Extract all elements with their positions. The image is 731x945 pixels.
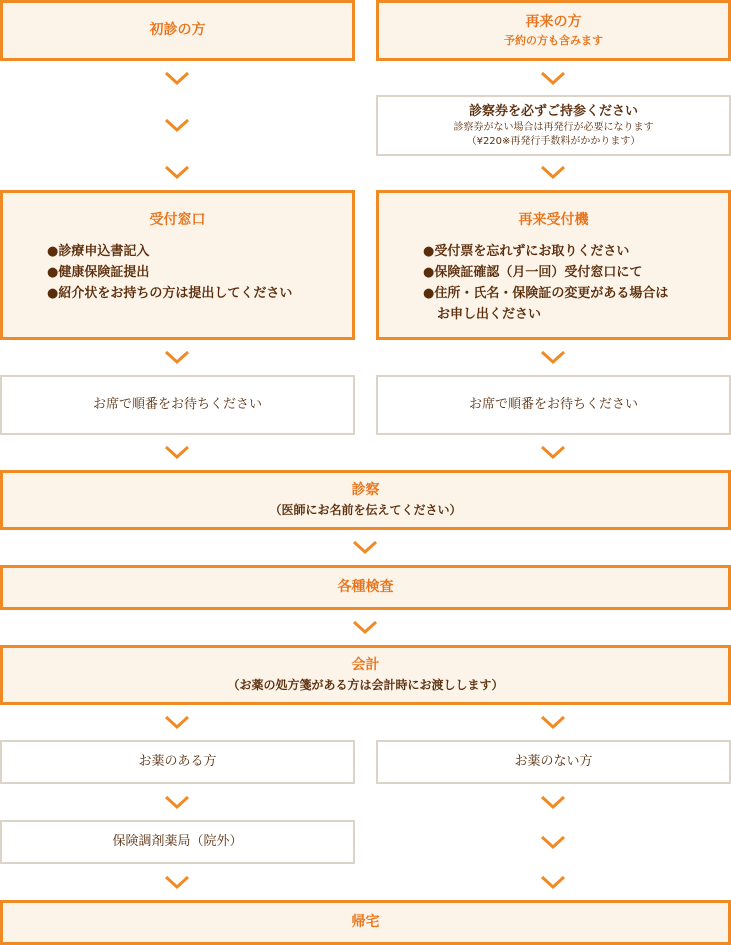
reception-title: 受付窓口 xyxy=(149,212,206,228)
card-notice-line1: 診察券がない場合は再発行が必要になります xyxy=(453,122,654,134)
return-visit-subtitle: 予約の方も含みます xyxy=(504,33,603,47)
reception-box xyxy=(0,190,355,340)
chevron-down-icon xyxy=(540,715,566,729)
wait-left-label: お席で順番をお待ちください xyxy=(92,396,262,412)
tests-title: 各種検査 xyxy=(337,578,394,595)
reception-list xyxy=(47,241,292,304)
payment-title: 会計 xyxy=(351,657,380,674)
chevron-down-icon xyxy=(352,540,378,554)
with-medicine-box xyxy=(0,740,355,784)
card-notice-title: 診察券を必ずご持参ください xyxy=(468,103,638,119)
chevron-down-icon xyxy=(164,165,190,179)
payment-box xyxy=(0,645,731,705)
chevron-down-icon xyxy=(164,71,190,85)
chevron-down-icon xyxy=(540,165,566,179)
return-visit-box xyxy=(376,0,731,61)
no-medicine-box xyxy=(376,740,731,784)
first-visit-box xyxy=(0,0,355,61)
payment-subtitle: （お薬の処方箋がある方は会計時にお渡しします） xyxy=(227,677,504,692)
chevron-down-icon xyxy=(164,875,190,889)
chevron-down-icon xyxy=(352,620,378,634)
home-title: 帰宅 xyxy=(351,913,380,930)
home-box xyxy=(0,900,731,945)
exam-title: 診察 xyxy=(351,482,380,499)
reception-item: ●紹介状をお持ちの方は提出してください xyxy=(47,285,293,301)
pharmacy-label: 保険調剤薬局（院外） xyxy=(112,833,243,849)
with-medicine-label: お薬のある方 xyxy=(138,753,217,769)
chevron-down-icon xyxy=(164,795,190,809)
wait-right-box xyxy=(376,375,731,435)
chevron-down-icon xyxy=(164,118,190,132)
no-medicine-label: お薬のない方 xyxy=(514,753,593,769)
chevron-down-icon xyxy=(540,445,566,459)
return-machine-item-cont xyxy=(423,304,668,325)
chevron-down-icon xyxy=(540,835,566,849)
tests-box xyxy=(0,565,731,610)
return-machine-title: 再来受付機 xyxy=(518,212,589,228)
chevron-down-icon xyxy=(164,445,190,459)
return-machine-box xyxy=(376,190,731,340)
chevron-down-icon xyxy=(540,875,566,889)
wait-left-box xyxy=(0,375,355,435)
wait-right-label: お席で順番をお待ちください xyxy=(468,396,638,412)
card-notice-line2: （¥220※再発行手数料がかかります） xyxy=(466,136,641,148)
first-visit-title: 初診の方 xyxy=(149,21,206,38)
chevron-down-icon xyxy=(540,71,566,85)
exam-box xyxy=(0,470,731,530)
return-machine-item-cont-text: お申し出ください xyxy=(437,306,542,322)
reception-item: ●健康保険証提出 xyxy=(47,264,150,280)
reception-item: ●診療申込書記入 xyxy=(47,243,150,259)
pharmacy-box xyxy=(0,820,355,864)
chevron-down-icon xyxy=(164,715,190,729)
exam-subtitle: （医師にお名前を伝えてください） xyxy=(269,502,462,517)
return-machine-item: ●保険証確認（月一回）受付窓口にて xyxy=(423,264,643,280)
card-notice-box xyxy=(376,95,731,156)
chevron-down-icon xyxy=(164,350,190,364)
return-machine-item: ●受付票を忘れずにお取りください xyxy=(423,243,630,259)
return-machine-item: ●住所・氏名・保険証の変更がある場合は xyxy=(423,285,669,301)
return-machine-list xyxy=(423,241,668,325)
chevron-down-icon xyxy=(540,795,566,809)
return-visit-title: 再来の方 xyxy=(525,14,582,30)
chevron-down-icon xyxy=(540,350,566,364)
